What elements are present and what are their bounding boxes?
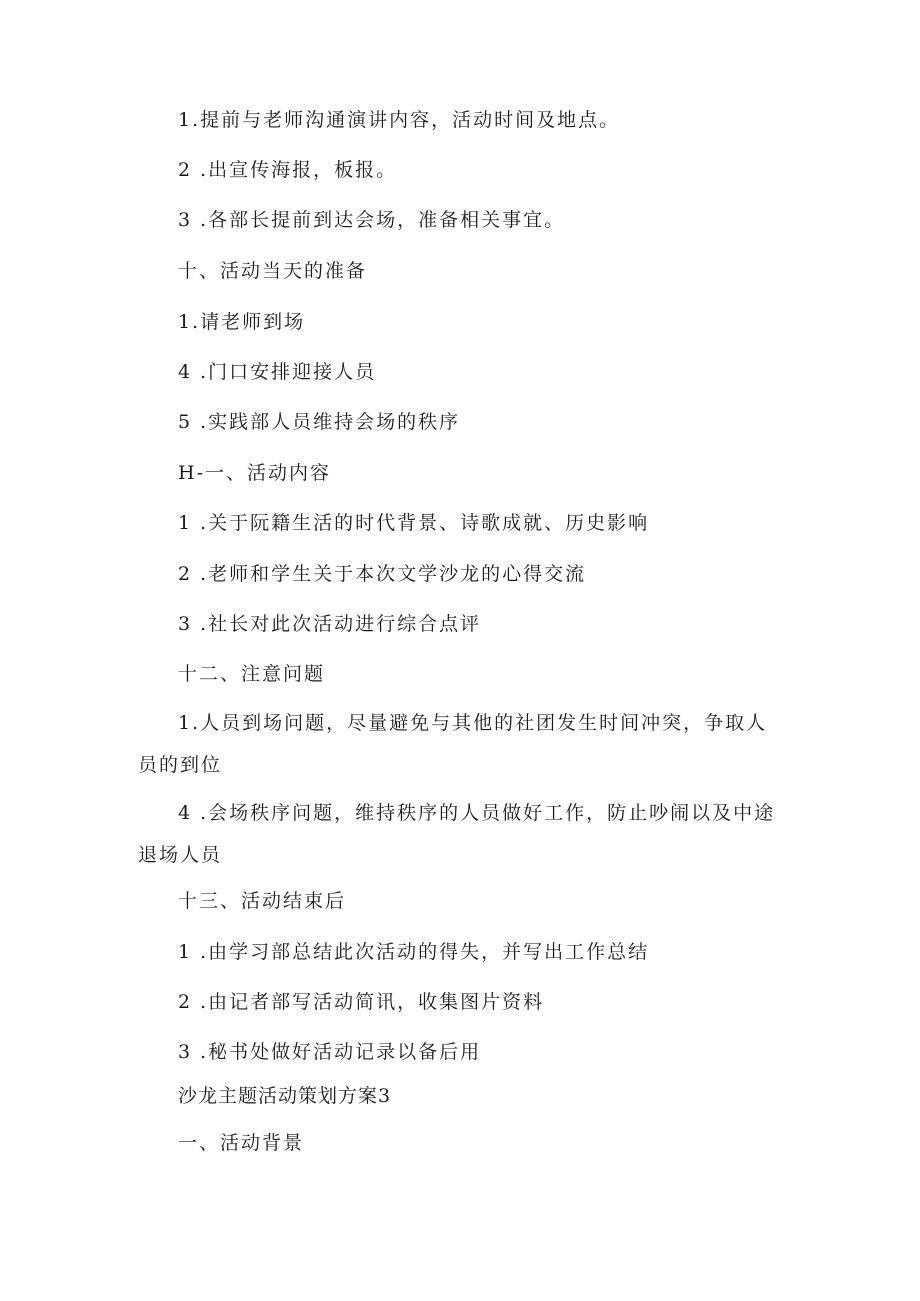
paragraph-content-1: 1 .关于阮籍生活的时代背景、诗歌成就、历史影响: [178, 512, 650, 534]
paragraph-note-4: 4 .会场秩序问题，维持秩序的人员做好工作，防止吵闹以及中途退场人员: [138, 802, 776, 866]
paragraph-after-1: 1 .由学习部总结此次活动的得失，并写出工作总结: [178, 941, 650, 963]
paragraph-note-1: 1.人员到场问题，尽量避免与其他的社团发生时间冲突，争取人员的到位: [138, 712, 768, 776]
section-heading-11: H-一、活动内容: [178, 462, 331, 484]
paragraph-day-5: 5 .实践部人员维持会场的秩序: [178, 411, 461, 433]
paragraph-content-3: 3 .社长对此次活动进行综合点评: [178, 613, 482, 635]
paragraph-prep-1: 1.提前与老师沟通演讲内容，活动时间及地点。: [178, 109, 621, 131]
paragraph-day-1: 1.请老师到场: [178, 311, 306, 333]
section-heading-13: 十三、活动结束后: [178, 890, 347, 912]
paragraph-after-3: 3 .秘书处做好活动记录以备后用: [178, 1041, 482, 1063]
paragraph-content-2: 2 .老师和学生关于本次文学沙龙的心得交流: [178, 563, 587, 585]
section-heading-1: 一、活动背景: [178, 1132, 305, 1154]
section-heading-12: 十二、注意问题: [178, 663, 326, 685]
paragraph-after-2: 2 .由记者部写活动简讯，收集图片资料: [178, 991, 545, 1013]
paragraph-prep-3: 3 .各部长提前到达会场，准备相关事宜。: [178, 209, 566, 231]
paragraph-day-4: 4 .门口安排迎接人员: [178, 361, 377, 383]
paragraph-prep-2: 2 .出宣传海报，板报。: [178, 159, 398, 181]
document-subtitle: 沙龙主题活动策划方案3: [178, 1085, 392, 1107]
section-heading-10: 十、活动当天的准备: [178, 260, 368, 282]
